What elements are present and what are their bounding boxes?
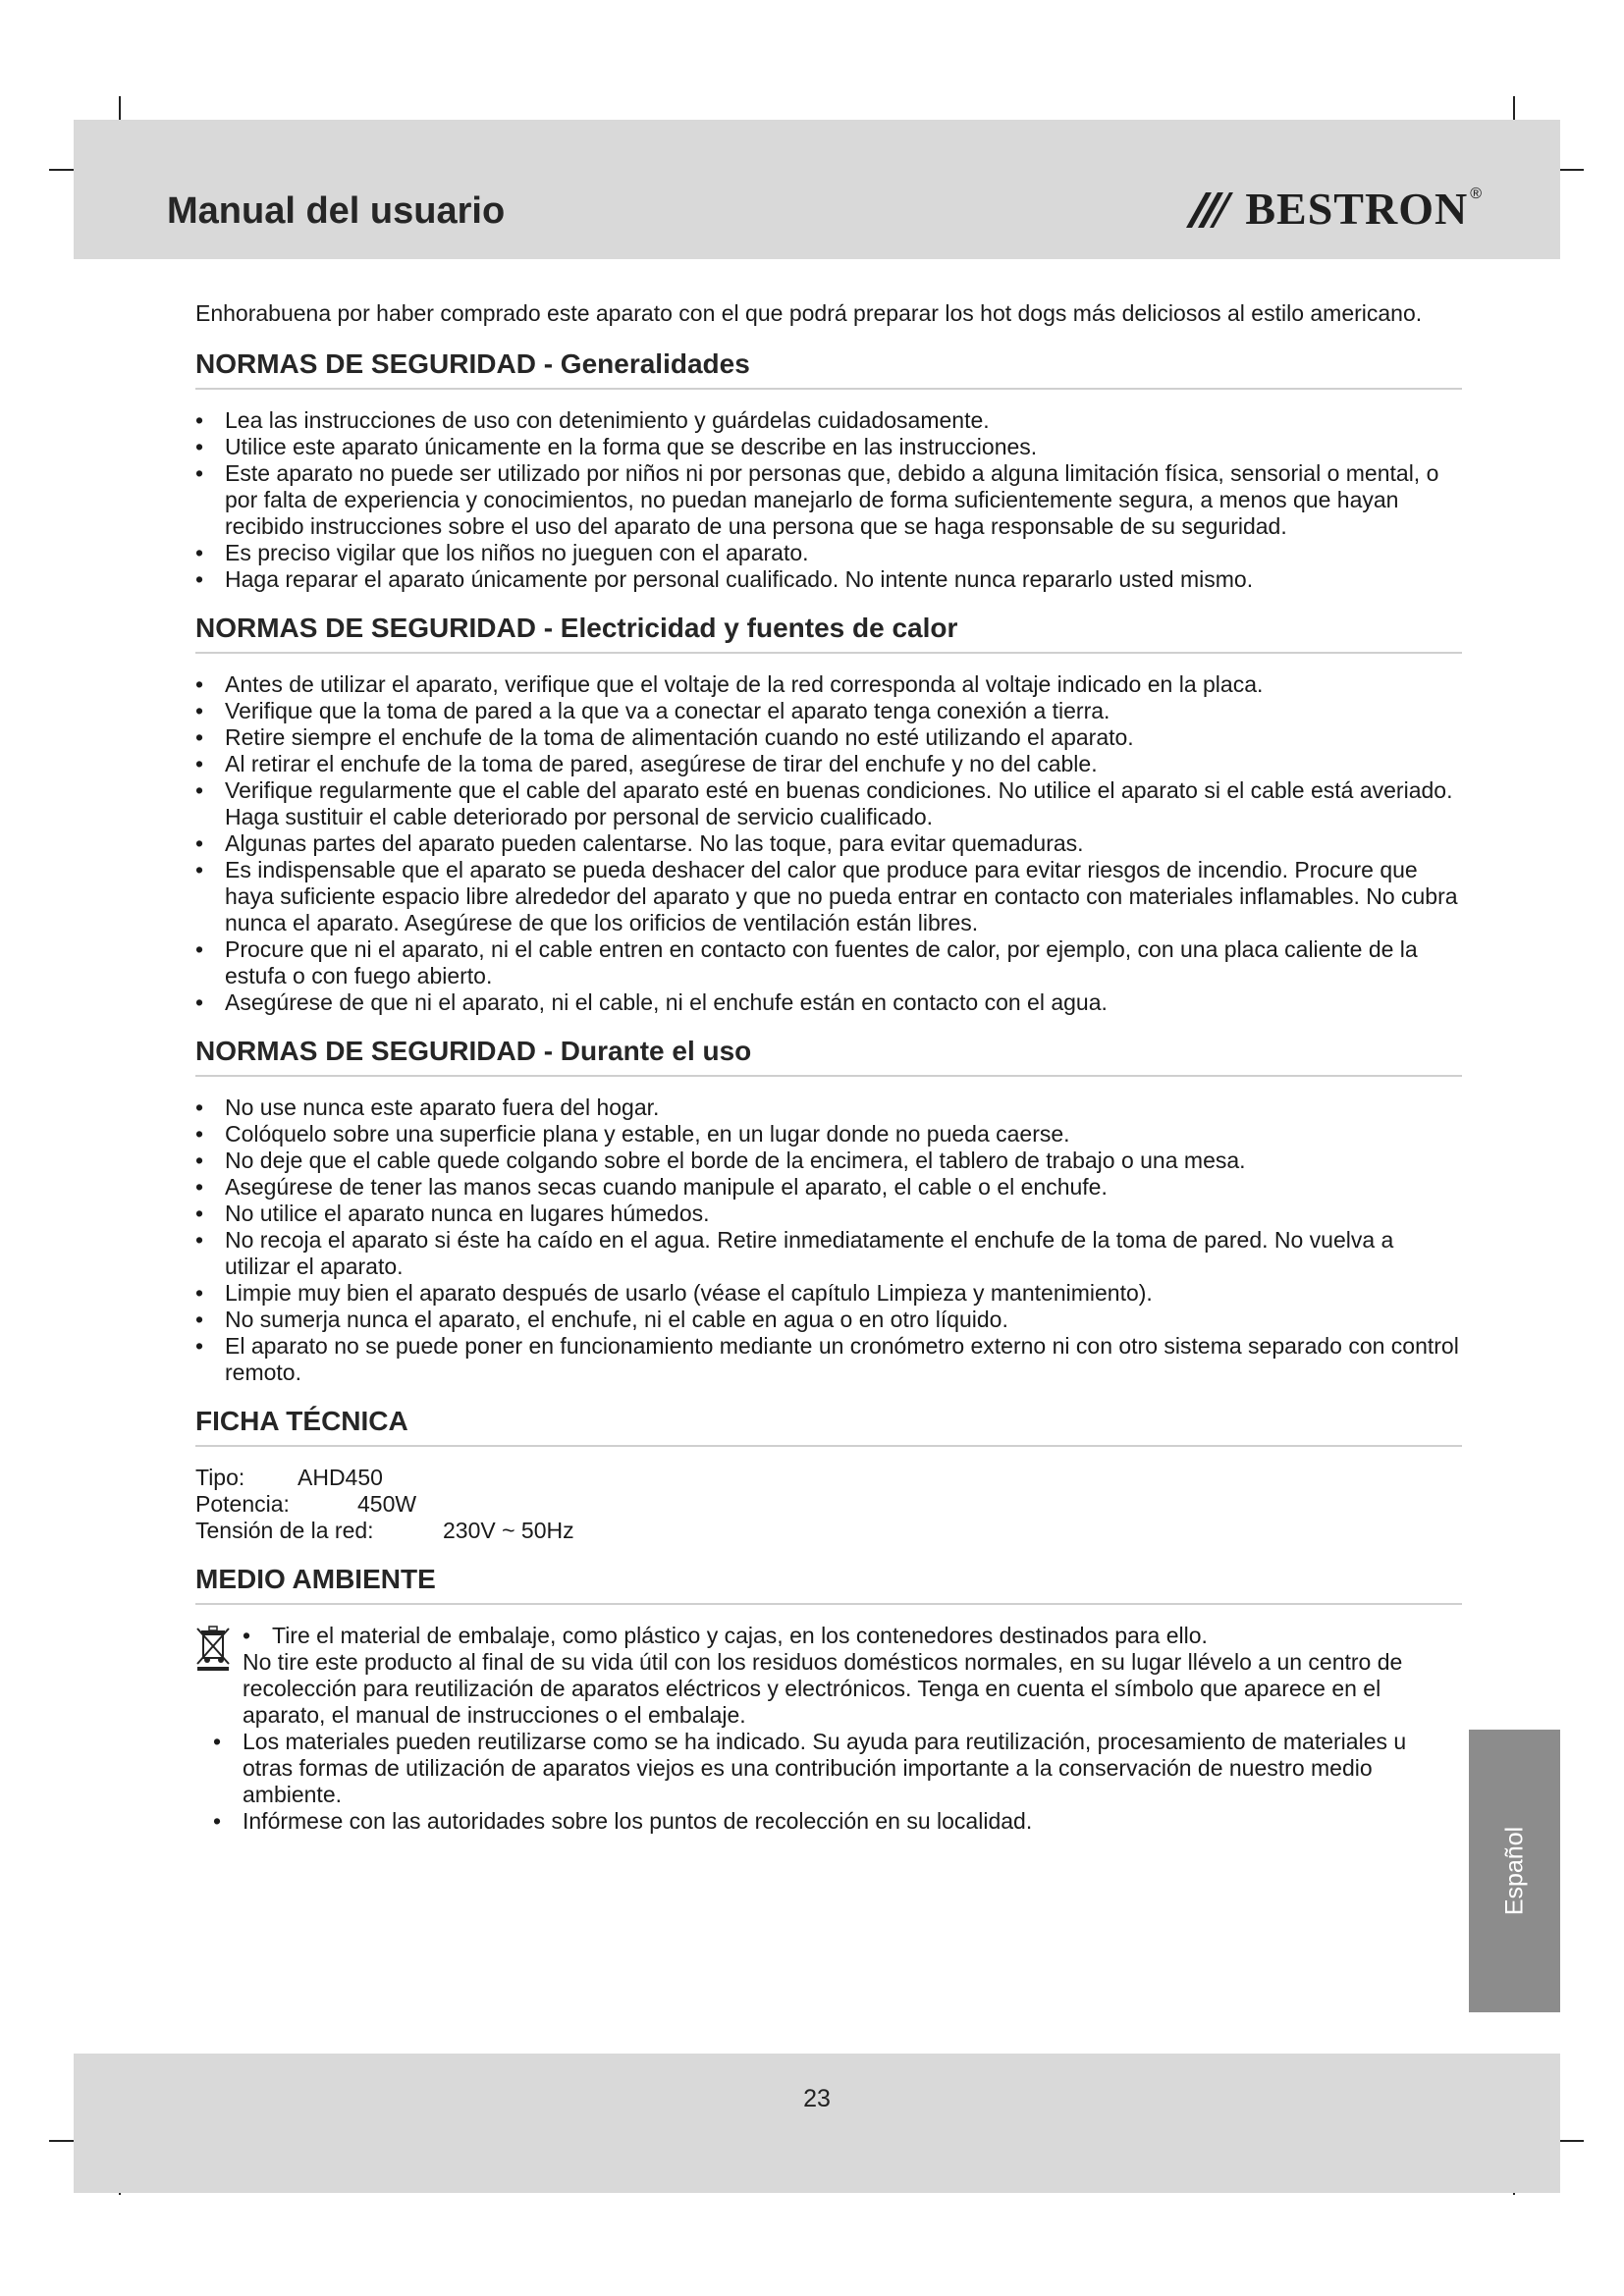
list-item: • No use nunca este aparato fuera del hogar.	[195, 1095, 1462, 1121]
section-generalidades	[195, 348, 1462, 593]
language-tab	[1469, 1730, 1560, 2012]
section-durante-el-uso	[195, 1036, 1462, 1386]
bullet-dot: •	[243, 1623, 251, 1648]
list-item	[195, 1649, 1462, 1729]
list-item	[195, 1808, 1462, 1835]
environment-list	[195, 1623, 1462, 1835]
spec-label: Tensión de la red:	[195, 1518, 374, 1543]
brand-logo	[1182, 184, 1482, 234]
env-text: Los materiales pueden reutilizarse como se ha indicado. Su ayuda para reutilización, procesamiento de materiales u otras formas de utilización de aparatos viejos es una contribución importante a la conservación de nuestro medio ambiente.	[243, 1729, 1407, 1807]
list-item: • No sumerja nunca el aparato, el enchufe, ni el cable en agua o en otro líquido.	[195, 1307, 1462, 1333]
list-item: • Antes de utilizar el aparato, verifique que el voltaje de la red corresponda al voltaje indicado en la placa.	[195, 671, 1462, 698]
list-item: • Haga reparar el aparato únicamente por personal cualificado. No intente nunca repararlo usted mismo.	[195, 566, 1462, 593]
bullet-list	[195, 671, 1462, 1016]
list-item: • Algunas partes del aparato pueden calentarse. No las toque, para evitar quemaduras.	[195, 830, 1462, 857]
bullet-dot: •	[213, 1808, 222, 1834]
spec-row-tension	[195, 1518, 1462, 1544]
list-item	[195, 1623, 1462, 1649]
section-ficha-tecnica	[195, 1406, 1462, 1544]
brand-name: BESTRON	[1245, 184, 1469, 234]
list-item: • Utilice este aparato únicamente en la forma que se describe en las instrucciones.	[195, 434, 1462, 460]
list-item: • Asegúrese de tener las manos secas cuando manipule el aparato, el cable o el enchufe.	[195, 1174, 1462, 1201]
list-item	[195, 1729, 1462, 1808]
section-title: NORMAS DE SEGURIDAD - Generalidades	[195, 348, 1462, 390]
list-item: • Retire siempre el enchufe de la toma de alimentación cuando no esté utilizando el aparato.	[195, 724, 1462, 751]
section-title: MEDIO AMBIENTE	[195, 1564, 1462, 1605]
spec-label: Tipo:	[195, 1465, 245, 1490]
list-item: • Procure que ni el aparato, ni el cable entren en contacto con fuentes de calor, por ejemplo, con una placa caliente de la estufa o con fuego abierto.	[195, 936, 1462, 989]
registered-mark: ®	[1470, 186, 1482, 202]
list-item: • El aparato no se puede poner en funcionamiento mediante un cronómetro externo ni con otro sistema separado con control remoto.	[195, 1333, 1462, 1386]
spec-table	[195, 1465, 1462, 1544]
section-electricidad	[195, 613, 1462, 1016]
page-footer	[74, 2054, 1560, 2193]
intro-text: Enhorabuena por haber comprado este aparato con el que podrá preparar los hot dogs más deliciosos al estilo americano.	[195, 300, 1423, 326]
section-title: FICHA TÉCNICA	[195, 1406, 1462, 1447]
spec-row-potencia	[195, 1491, 1462, 1518]
bullet-list	[195, 1095, 1462, 1386]
page-header	[74, 120, 1560, 259]
list-item: • No recoja el aparato si éste ha caído en el agua. Retire inmediatamente el enchufe de la toma de pared. No vuelva a utilizar el aparato.	[195, 1227, 1462, 1280]
list-item: • Asegúrese de que ni el aparato, ni el cable, ni el enchufe están en contacto con el agua.	[195, 989, 1462, 1016]
list-item: • Al retirar el enchufe de la toma de pared, asegúrese de tirar del enchufe y no del cable.	[195, 751, 1462, 777]
section-title: NORMAS DE SEGURIDAD - Durante el uso	[195, 1036, 1462, 1077]
section-medio-ambiente	[195, 1564, 1462, 1835]
bullet-list	[195, 407, 1462, 593]
spec-row-tipo	[195, 1465, 1462, 1491]
section-title: NORMAS DE SEGURIDAD - Electricidad y fuentes de calor	[195, 613, 1462, 654]
spec-value: 230V ~ 50Hz	[443, 1518, 574, 1543]
env-text: Infórmese con las autoridades sobre los puntos de recolección en su localidad.	[243, 1808, 1033, 1834]
list-item: • Colóquelo sobre una superficie plana y estable, en un lugar donde no pueda caerse.	[195, 1121, 1462, 1148]
list-item: • Es preciso vigilar que los niños no jueguen con el aparato.	[195, 540, 1462, 566]
spec-value: 450W	[357, 1491, 417, 1517]
env-text: Tire el material de embalaje, como plástico y cajas, en los contenedores destinados para ello.	[272, 1623, 1208, 1648]
list-item: • Lea las instrucciones de uso con detenimiento y guárdelas cuidadosamente.	[195, 407, 1462, 434]
main-content	[195, 300, 1462, 1854]
spec-label: Potencia:	[195, 1491, 290, 1517]
brand-chevron-icon	[1182, 188, 1235, 232]
language-label: Español	[1500, 1826, 1528, 1916]
spec-value: AHD450	[298, 1465, 383, 1490]
page-number: 23	[803, 2085, 831, 2112]
list-item: • Limpie muy bien el aparato después de usarlo (véase el capítulo Limpieza y mantenimiento).	[195, 1280, 1462, 1307]
list-item: • No deje que el cable quede colgando sobre el borde de la encimera, el tablero de trabajo o una mesa.	[195, 1148, 1462, 1174]
bullet-dot: •	[213, 1729, 222, 1754]
list-item: • Este aparato no puede ser utilizado por niños ni por personas que, debido a alguna limitación física, sensorial o mental, o por falta de experiencia y conocimientos, no puedan manejarlo de forma suficientemente segura, a menos que hayan recibido instrucciones sobre el uso del aparato de una persona que se haga responsable de su seguridad.	[195, 460, 1462, 540]
list-item: • Verifique regularmente que el cable del aparato esté en buenas condiciones. No utilice el aparato si el cable está averiado. Haga sustituir el cable deteriorado por personal de servicio cualificado.	[195, 777, 1462, 830]
list-item: • Es indispensable que el aparato se pueda deshacer del calor que produce para evitar riesgos de incendio. Procure que haya suficiente espacio libre alrededor del aparato y que no pueda entrar en contacto con materiales inflamables. No cubra nunca el aparato. Asegúrese de que los orificios de ventilación están libres.	[195, 857, 1462, 936]
list-item: • No utilice el aparato nunca en lugares húmedos.	[195, 1201, 1462, 1227]
page-title: Manual del usuario	[167, 190, 506, 232]
env-text: No tire este producto al final de su vida útil con los residuos domésticos normales, en su lugar llévelo a un centro de recolección para reutilización de aparatos eléctricos y electrónicos. Tenga en cuenta el símbolo que aparece en el aparato, el manual de instrucciones o el embalaje.	[243, 1649, 1403, 1728]
list-item: • Verifique que la toma de pared a la que va a conectar el aparato tenga conexión a tierra.	[195, 698, 1462, 724]
